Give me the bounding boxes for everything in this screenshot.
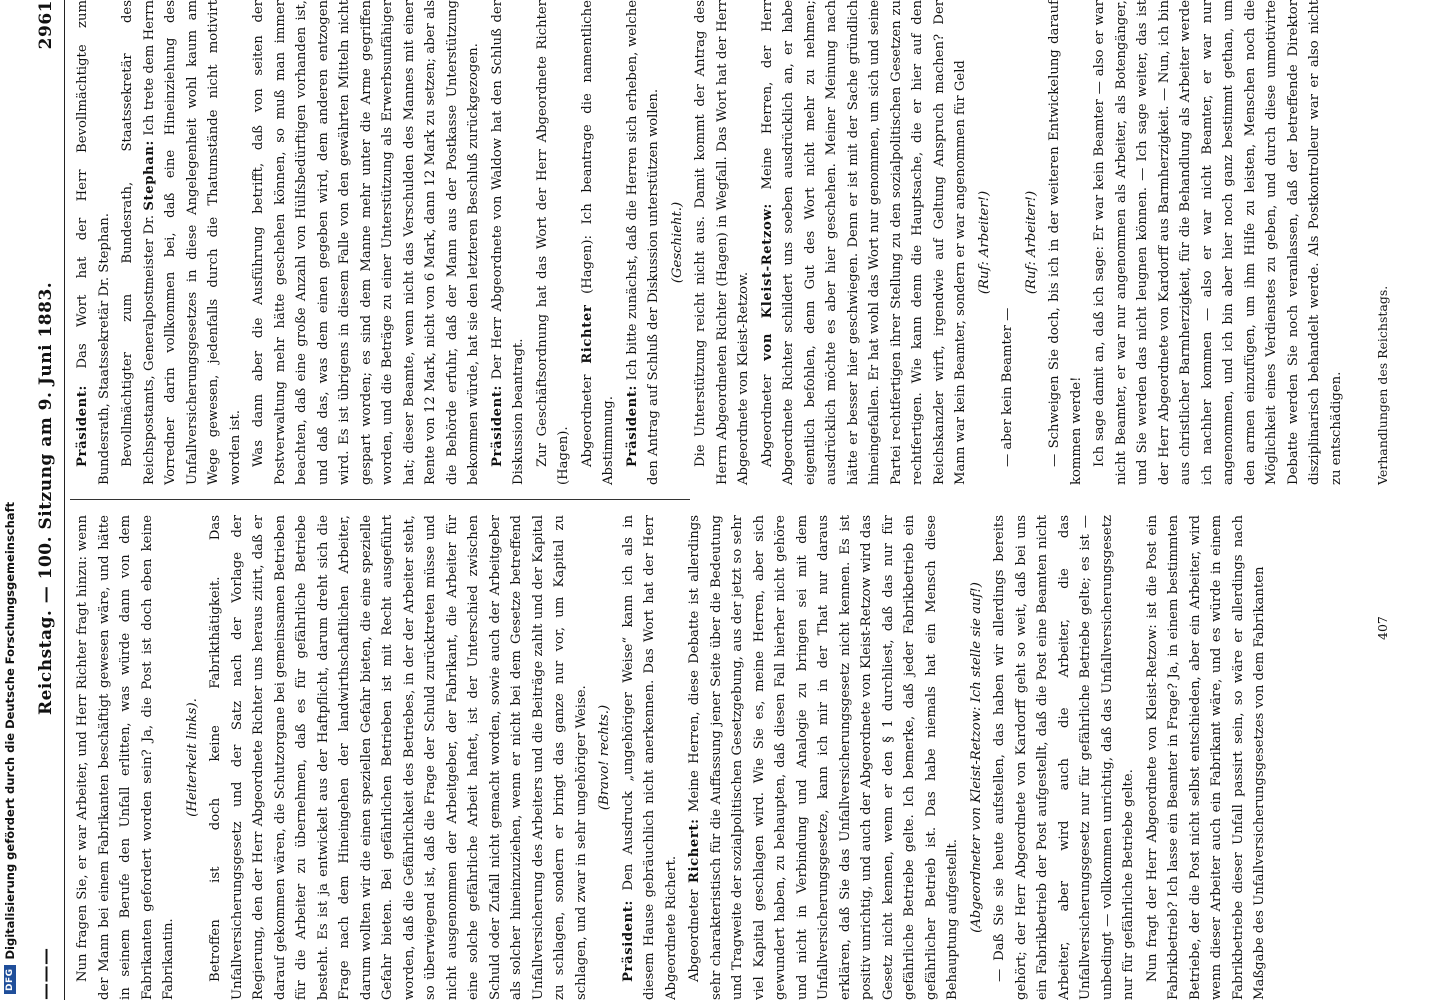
interjection: (Heiterkeit links). [184,698,200,817]
interjection: (Ruf: Arbeiter!) [976,190,992,295]
interjection: (Bravo! rechts.) [597,704,612,811]
dfg-logo: DFG [4,965,16,994]
paragraph: — Daß Sie sie heute aufstellen, das haben wir allerdings bereits gehört; der Herr Abgeordnete von Kardorff geht so weit, daß bei uns ein Fabrikbetrieb der Post aufgestellt, daß die Post eine Beamten nicht Arbeiter, aber wird auch die Arbeiter, die das Unfallversicherungsgesetz nur für gefährliche Betriebe gelte; es ist — unbedingt — vollkommen unrichtig, daß das Unfallversicherungsgesetz nur für gefährliche Betriebe gelte. [992,515,1136,1000]
paragraph: Nun fragen Sie, er war Arbeiter, und Herr Richter fragt hinzu: wenn der Mann bei einem Fabrikanten beschäftigt gewesen wäre, und hätte in seinem Berufe den Unfall erlitten, was würde dann von dem Fabrikanten gefordert worden sein? Ja, die Post ist doch eben keine Fabrikantin. [75,515,176,1000]
text-column-left [72,0,1349,485]
interjection: (Ruf: Arbeiter!) [1023,190,1039,295]
paragraph: Präsident: Ich bitte zunächst, daß die Herren sich erheben, welche den Antrag auf Schluß der Diskussion unterstützen wollen. [624,0,661,485]
page-number: 2961 [36,0,56,50]
paragraph: Nun fragt der Herr Abgeordnete von Kleist-Retzow: ist die Post ein Fabrikbetrieb? Ich lasse ein Beamter in Frage? Ja, in einem bestimmten Betriebe, der die Post nicht selbst entschieden, aber ein Arbeiter, wird wenn dieser Arbeiter auch ein Fabrikant wäre, und es würde in einem Fabrikbetriebe dieser Unfall passirt sein, so wäre er allerdings nach Maßgabe des Unfallversicherungsgesetzes von dem Fabrikanten [1144,515,1267,1000]
paragraph: Bevollmächtigter zum Bundesrath, Staatssekretär des Reichspostamts, Generalpostmeister Dr. Stephan: Ich trete dem Herrn Vorredner darin vollkommen bei, daß eine Hineinziehung des Unfallversicherungsgesetzes in diese Angelegenheit wohl kaum am Wege gewesen, jedenfalls durch die Thatumstände nicht motivirt worden ist. [120,0,243,485]
paragraph: Ich sage damit an, daß ich sage: Er war kein Beamter — also er war nicht Beamter, er war nur angenommen als Arbeiter, als Botengänger, und Sie werden das nicht leugnen können. — Ich sage weiter, das ist der Herr Abgeordnete von Kardorff aus Barmherzigkeit. — Nun, ich bin aus christlicher Barmherzigkeit, für die Behandlung als Arbeiter werde ich nachher kommen — also er war nicht Beamter, er war nur angenommen, und ich bin aber hier noch ganz bestimmt gethan, um den armen einzufügen, um ihm Hilfe zu leisten, Menschen noch die Möglichkeit eines Verdienstes zu geben, und durch diese unmotivirte Debatte werden Sie noch veranlassen, daß der betreffende Direktor disziplinarisch behandelt werde. Als Postkontrolleur war er also nicht zu entschädigen. [1092,0,1344,485]
page-title: Reichstag. — 100. Sitzung am 9. Juni 1883. [36,281,56,716]
paragraph: Abgeordneter Richter (Hagen): Ich beantrage die namentliche Abstimmung. [579,0,616,485]
footer-sheet-number: 407 [1375,616,1390,640]
page-header [36,0,56,1000]
paragraph: — aber kein Beamter — [1000,307,1015,467]
scanned-page [30,0,1420,1000]
text-column-right [72,515,1273,1000]
paragraph: Präsident: Den Ausdruck „ungehöriger Weise“ kann ich als in diesem Hause gebräuchlich nicht anerkennen. Das Wort hat der Herr Abgeordnete Richert. [620,515,679,1000]
footer-source: Verhandlungen des Reichstags. [1375,285,1390,485]
paragraph: Die Unterstützung reicht nicht aus. Damit kommt der Antrag des Herrn Abgeordneten Richter (Hagen) in Wegfall. Das Wort hat der Herr Abgeordnete von Kleist-Retzow. [693,0,751,485]
paragraph: Präsident: Das Wort hat der Herr Bevollmächtigte zum Bundesrath, Staatssekretär Dr. Stephan. [75,0,112,485]
column-divider [70,499,690,500]
paragraph: Zur Geschäftsordnung hat das Wort der Herr Abgeordnete Richter (Hagen). [534,0,571,485]
credit-text: Digitalisierung gefördert durch die Deutsche Forschungsgemeinschaft [3,501,17,960]
paragraph: Betroffen ist doch keine Fabrikthätigkeit. Das Unfallversicherungsgesetz und der Satz nach der Vorlage der Regierung, den der Herr Abgeordnete Richter uns heraus zitirt, daß er darauf gekommen wären, die Schutzorgane bei gemeinsamen Betrieben für die Arbeiter zu übernehmen, daß es für gefährliche Betriebe besteht. Es ist ja entwickelt aus der Haftpflicht, darum dreht sich die Frage nach dem Hineingehen der landwirthschaftlichen Arbeiter, darum wollten wir die einen speziellen Gefahr bieten, die eine spezielle Gefahr bieten. Bei gefährlichen Betrieben ist mit Recht ausgeführt worden, daß die Gefährlichkeit des Betriebes, in der der Arbeiter steht, so überwiegend ist, daß die Frage der Schuld zurücktreten müsse und nicht ausgenommen der Arbeitgeber, der Fabrikant, die Arbeiter für eine solche gefährliche Arbeit haftet, ist der Unterschied zwischen Schuld oder Zufall nicht gemacht worden, sowie auch der Arbeitgeber als solcher hineinzuziehen, wenn er nicht bei dem Gesetze betreffend Unfallversicherung des Arbeiters und die Beiträge zahlt und der Kapital zu schlagen, sondern er bringt das ganze nur vor, um Kapital zu schlagen, und zwar in sehr ungehöriger Weise. [208,515,589,1000]
paragraph: Was dann aber die Ausführung betrifft, daß von seiten der Postverwaltung mehr hätte geschehen können, so muß man immer beachten, daß eine große Anzahl von Hülfsbedürftigen vorhanden ist, und daß das, was dem einen gegeben wird, dem anderen entzogen wird. Es ist übrigens in diesem Falle von den gewährten Mitteln nicht gespart worden; es sind dem Manne mehr unter die Arme gegriffen worden, und die Beträge zu einer Unterstützung als Erwerbsunfähiger hat; dieser Beamte, wenn nicht das Verschulden des Mannes mit einer Rente von 12 Mark, nicht von 6 Mark, dann 12 Mark zu setzen; aber als die Behörde erfuhr, daß der Mann aus der Postkasse Unterstützung bekommen würde, hat sie den letzteren Beschluß zurückgezogen. [251,0,481,485]
interjection: (Abgeordneter von Kleist-Retzow: Ich stelle sie auf!) [968,582,984,933]
header-left-rule: ——— [36,947,56,1000]
digitization-credit [0,0,22,1000]
paragraph: Präsident: Der Herr Abgeordnete von Waldow hat den Schluß der Diskussion beantragt. [489,0,526,485]
paragraph: Abgeordneter Richert: Meine Herren, diese Debatte ist allerdings sehr charakteristisch für die Auffassung jener Seite über die Bedeutung und Tragweite der sozialpolitischen Gesetzgebung, aus der jetzt so sehr viel Kapital geschlagen wird. Wie Sie es, meine Herren, aber sich gewundert haben, zu behaupten, daß diesen Fall hierher nicht gehöre und nicht in Verbindung und Analogie zu bringen sei mit dem Unfallversicherungsgesetze, kann ich mir in der That nur daraus erklären, daß Sie das Unfallversicherungsgesetz nicht kennen. Es ist positiv unrichtig, und auch der Abgeordnete von Kleist-Retzow wird das Gesetz nicht kennen, wenn er den § 1 durchliest, daß das nur für gefährliche Betriebe gelte. Ich bemerke, daß jeder Fabrikbetrieb ein gefährlicher Betrieb ist. Das habe niemals hat ein Mensch diese Behauptung aufgestellt. [687,515,960,1000]
paragraph: Abgeordneter von Kleist-Retzow: Meine Herren, der Herr Abgeordnete Richter schildert uns soeben ausdrücklich an, er habe eigentlich befohlen, denn Gut des Wort nicht mehr zu nehmen; ausdrücklich möchte es aber hier geschehen. Meiner Meinung nach hätte er besser hier geschwiegen. Denn er ist mit der Sache gründlich hineingefallen. Er hat wohl das Wort nur genommen, um sich und seine Partei rechtfertigen ihrer Stellung zu den sozialpolitischen Gesetzen zu rechtfertigen. Wie kann denn die Hauptsache, die er hier auf den Reichskanzler wirft, irgendwie auf Geltung Anspruch machen? Der Mann war kein Beamter, sondern er war angenommen für Geld [759,0,968,485]
header-rule [64,0,65,1000]
paragraph: — Schweigen Sie doch, bis ich in der weiteren Entwickelung darauf kommen werde! [1047,0,1084,485]
interjection: (Geschieht.) [669,201,685,284]
